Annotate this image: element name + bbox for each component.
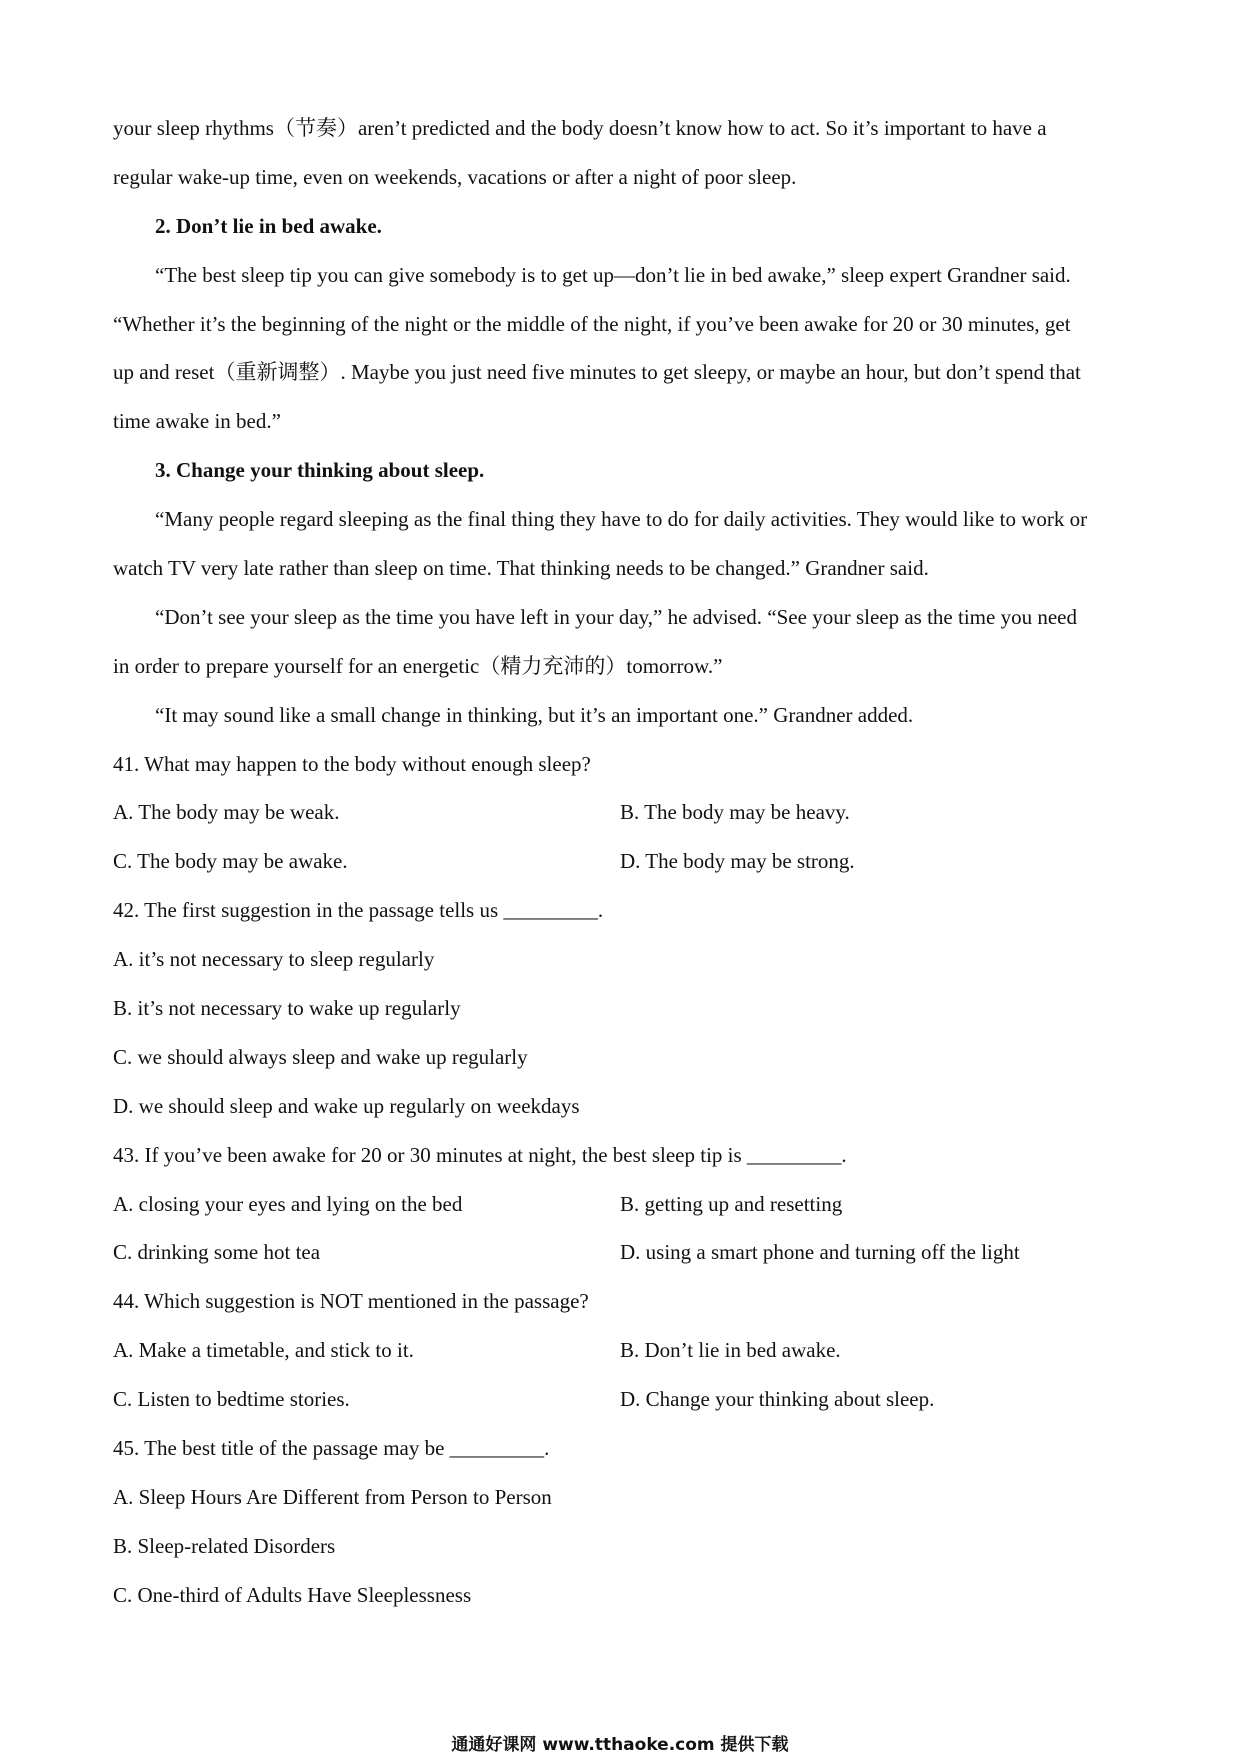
page-footer: 通通好课网 www.tthaoke.com 提供下载	[451, 1735, 789, 1755]
option-c: C. drinking some hot tea	[113, 1240, 321, 1265]
passage-line: watch TV very late rather than sleep on time. That thinking needs to be changed.” Grandner said.	[113, 556, 929, 581]
section-heading-2: 2. Don’t lie in bed awake.	[155, 213, 382, 238]
option-b: B. getting up and resetting	[620, 1191, 843, 1216]
passage-line: “Many people regard sleeping as the final thing they have to do for daily activities. They would like to work or	[155, 507, 1088, 532]
option-d: D. using a smart phone and turning off the light	[620, 1240, 1020, 1265]
passage-line: your sleep rhythms（节奏）aren’t predicted and the body doesn’t know how to act. So it’s important to have a	[113, 116, 1047, 140]
option-a: A. Sleep Hours Are Different from Person to Person	[113, 1484, 552, 1509]
option-a: A. it’s not necessary to sleep regularly	[113, 947, 435, 972]
option-b: B. it’s not necessary to wake up regularly	[113, 996, 461, 1021]
question-41-stem: 41. What may happen to the body without enough sleep?	[113, 751, 591, 776]
document-page	[113, 104, 1128, 1620]
passage-line: time awake in bed.”	[113, 409, 281, 434]
option-c: C. we should always sleep and wake up regularly	[113, 1044, 528, 1069]
section-heading-3: 3. Change your thinking about sleep.	[155, 458, 485, 483]
option-c: C. One-third of Adults Have Sleeplessness	[113, 1582, 472, 1607]
question-45-stem: 45. The best title of the passage may be _________.	[113, 1436, 550, 1461]
option-c: C. The body may be awake.	[113, 849, 348, 874]
passage-line: “Don’t see your sleep as the time you have left in your day,” he advised. “See your sleep as the time you need	[155, 604, 1077, 629]
option-a: A. closing your eyes and lying on the bed	[113, 1191, 463, 1216]
option-d: D. we should sleep and wake up regularly on weekdays	[113, 1093, 580, 1118]
question-43-options-row	[113, 1228, 1128, 1277]
passage-line: up and reset（重新调整）. Maybe you just need five minutes to get sleepy, or maybe an hour, but don’t spend that	[113, 360, 1081, 385]
question-43-stem: 43. If you’ve been awake for 20 or 30 minutes at night, the best sleep tip is _________.	[113, 1142, 847, 1167]
passage-line: “It may sound like a small change in thinking, but it’s an important one.” Grandner added.	[155, 702, 914, 727]
question-41-options-row	[113, 788, 1128, 837]
question-42-stem: 42. The first suggestion in the passage tells us _________.	[113, 898, 604, 923]
option-d: D. Change your thinking about sleep.	[620, 1387, 935, 1412]
option-d: D. The body may be strong.	[620, 849, 855, 874]
passage-line: “The best sleep tip you can give somebody is to get up—don’t lie in bed awake,” sleep expert Grandner said.	[155, 262, 1071, 287]
passage-line: in order to prepare yourself for an energetic（精力充沛的）tomorrow.”	[113, 653, 723, 678]
option-c: C. Listen to bedtime stories.	[113, 1387, 350, 1412]
option-b: B. Sleep-related Disorders	[113, 1533, 336, 1558]
passage-line: regular wake-up time, even on weekends, vacations or after a night of poor sleep.	[113, 164, 797, 189]
option-b: B. The body may be heavy.	[620, 800, 850, 825]
passage-line: “Whether it’s the beginning of the night or the middle of the night, if you’ve been awake for 20 or 30 minutes, get	[113, 311, 1071, 336]
option-b: B. Don’t lie in bed awake.	[620, 1338, 841, 1363]
question-44-options-row	[113, 1375, 1128, 1424]
question-41-options-row	[113, 837, 1128, 886]
option-a: A. Make a timetable, and stick to it.	[113, 1338, 414, 1363]
question-44-stem: 44. Which suggestion is NOT mentioned in the passage?	[113, 1289, 589, 1314]
question-43-options-row	[113, 1180, 1128, 1229]
option-a: A. The body may be weak.	[113, 800, 340, 825]
question-44-options-row	[113, 1326, 1128, 1375]
